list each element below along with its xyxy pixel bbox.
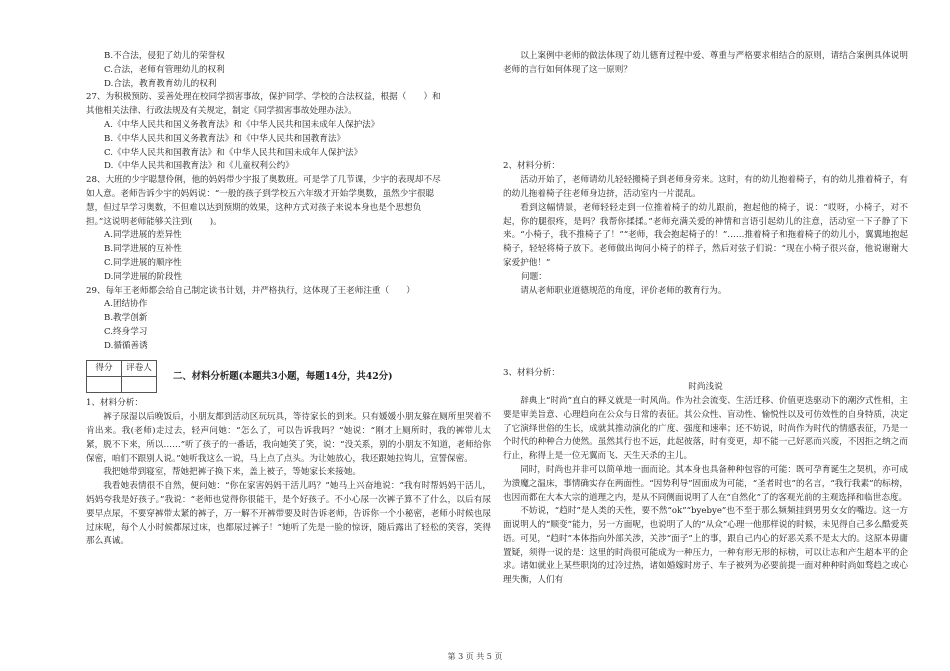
- question-29-option-d: D.循循善诱: [104, 340, 148, 351]
- option-line: B.不合法，侵犯了幼儿的荣誉权: [104, 51, 225, 61]
- grader-label: 评卷人: [122, 360, 157, 377]
- material-1-heading: 1、材料分析：: [86, 398, 144, 409]
- question-27-option-d: D.《中华人民共和国教育法》和《儿童权利公约》: [104, 161, 294, 172]
- material-2-paragraph: 看到这幅情景，老师轻轻走到一位推着椅子的幼儿跟前，抱起他的椅子，说：“哎呀，小椅子，对不起，你的腿很疼，是吗？我帮你揉揉。”老师充满关爱的神情和言语引起幼儿的注意，活动室一下子静了下来。“小椅子，我不推椅子了！”“老师，我会抱起椅子的！”……推着椅子和拖着椅子的幼儿小，翼翼地抱起椅子，轻轻将椅子放下。老师做出询问小椅子的样子，然后对弦子们说：“现在小椅子很兴奋，他说谢谢大家爱护他！”: [503, 202, 908, 268]
- page-number: 第 3 页 共 5 页: [447, 652, 503, 661]
- question-28-option-b: B.同学进展的互补性: [104, 244, 182, 255]
- section-title: 二、材料分析题(本题共3小题，每题14分，共42分): [173, 370, 393, 382]
- question-28-option-a: A.同学进展的差异性: [104, 230, 182, 241]
- right-column: [503, 50, 908, 588]
- question-28-option-d: D.同学进展的阶段性: [104, 271, 183, 282]
- grader-cell: [122, 377, 157, 393]
- section-header: [86, 360, 491, 394]
- question-28-option-c: C.同学进展的顺序性: [104, 257, 182, 268]
- material-1-question: 以上案例中老师的做法体现了幼儿德育过程中爱、尊重与严格要求相结合的原则，请结合案例具体说明老师的言行如何体现了这一原则？: [503, 51, 908, 75]
- question-28-stem: 28、大班的少宇聪慧伶俐，他的妈妈带少宇报了奥数班。可是学了几节课，少宇的表现却不尽: [86, 175, 441, 186]
- question-28-stem: 如人意。老师告诉少宇的妈妈说：“一般的孩子到学校五六年级才开始学奥数，虽然少宇很聪: [86, 188, 435, 199]
- material-3-title: 时尚浅说: [688, 382, 723, 393]
- material-1-paragraph: 我看她表情很不自然，便问她：“你在家害妈妈干活儿吗？”她马上兴奋地说：“我有时帮妈妈干活儿，妈妈夸我是好孩子。”我说：“老师也觉得你很能干，是个好孩子。不小心尿一次裤子算不了什么，以后有尿要早点尿，不要穿裤带太紧的裤子，万一解不开裤带要及时告诉老师，告诉你一个小秘密，老师小时候也尿过床呢，每个人小时候都尿过床，也都尿过裤子！”她听了先是一脸的惊讶，随后露出了轻松的笑容，笑得那么真诚。: [86, 481, 491, 547]
- question-29-option-c: C.终身学习: [104, 326, 148, 337]
- material-2-heading: 2、材料分析：: [503, 161, 561, 172]
- score-label: 得分: [87, 360, 122, 377]
- material-3-paragraph: 同时，时尚也并非可以简单地一面而论。其本身也具备种种包容的可能：既可孕育诞生之契机，亦可成为溃魔之温床，事情确实存在两面性。“因势利导”固面成为可能，“圣者时也”的名言，“我行我素”的标榜，也因而都在大本大宗的道理之内，是从不同侧面说明了人在“自然化”了的客观光前的主观选择和临世态度。: [503, 464, 908, 503]
- material-3-paragraph: 辞典上“时尚”直白的释义就是一时风尚。作为社会流变、生活迁移、价值更迭驱动下的潮汐式性相，主要是审美旨意、心理趋向在公众与日常的表征。其公众性、盲动性、愉悦性以及可仿效性的自身特质，决定了它演绎世俗的生长，成就其推动演化的广度、强度和速率；还不妨说，时尚作为时代的情感表征，乃是一个时代的种种合力使然。虽然其行也不远，此起彼落，时有变更，却不能一己好恶而兴废，不因拒之纳之而行止，称得上是一位无翼而飞、天生天杀的主儿。: [503, 395, 908, 462]
- question-27-stem-cont: 其他相关法律、行政法规及有关规定，制定《同学损害事故处理办法》。: [86, 106, 357, 117]
- material-2-paragraph: 活动开始了，老师请幼儿轻轻搬椅子到老师身旁来。这时，有的幼儿抱着椅子，有的幼儿推着椅子，有的幼儿拖着椅子往老师身边挤，活动室内一片混乱。: [503, 175, 908, 199]
- option-line: C.合法，老师有管理幼儿的权利: [104, 64, 225, 75]
- question-27-option-c: C.《中华人民共和国教育法》和《中华人民共和国未成年人保护法》: [104, 147, 363, 158]
- question-28-stem: 慧，但过早学习奥数，不但难以达到预期的效果，这种方式对孩子来说本身也是个思想负: [86, 202, 422, 213]
- material-1-paragraph: 裤子尿湿以后晚饭后，小朋友都到活动区玩玩具，等待家长的到来。只有媛媛小朋友躲在厕所里哭着不肯出来。我(老师)走过去，轻声问她：“怎么了，可以告诉我吗？”她说：“刚才上厕所时，我的裤带儿太紧，脱不下来，所以……”听了孩子的一番话，我向她笑了笑，说：“没关系，别的小朋友不知道，老师给你保密，咱们不跟别人说。”她听我这么一说，马上点了点头。为让她放心，我还跟她拉钩儿，宣誓保密。: [86, 412, 491, 464]
- question-27-option-a: A.《中华人民共和国义务教育法》和《中华人民共和国未成年人保护法》: [104, 119, 380, 130]
- question-29-option-b: B.教学创新: [104, 313, 148, 324]
- question-27-option-b: B.《中华人民共和国义务教育法》和《中华人民共和国教育法》: [104, 133, 346, 144]
- option-line: D.合法，教育教育幼儿的权利: [104, 78, 217, 89]
- score-table: [86, 360, 157, 394]
- material-1-paragraph: 我把她带到寝室，帮她把裤子换下来，盖上被子，等她家长来接她。: [103, 467, 362, 478]
- material-2-question: 请从老师职业道德规范的角度，评价老师的教育行为。: [520, 285, 727, 296]
- question-29-stem: 29、每年王老师都会给自己制定读书计划，并严格执行，这体现了王老师注重（ ）: [86, 285, 415, 296]
- left-column: [86, 50, 491, 549]
- question-27-stem: 27、为积极预防、妥善处理在校同学损害事故，保护同学、学校的合法权益，根据（ ）和: [86, 92, 441, 103]
- score-cell: [87, 377, 122, 393]
- material-3-heading: 3、材料分析：: [503, 368, 561, 379]
- question-29-option-a: A.团结协作: [104, 299, 148, 310]
- question-28-stem: 担。”这说明老师能够关注到( )。: [86, 216, 222, 227]
- material-2-ask-label: 问题：: [521, 271, 547, 282]
- material-3-paragraph: 不妨说，“趋时”是人类的天性，要不然“ok”“byebye”也不至于那么频频挂到男男女女的嘴边。这一方面说明人的“顺变”能力，另一方面呢，也说明了人的“从众”心理一他那样说的时候，未见得自己多么酷爱英语。可见，“趋时”本体指向外部关涉，关涉“面子”上的事，跟自己内心的好恶关系不是太大的。这原本毋庸置疑，须得一说的是：这里的时尚很可能成为一种压力，一种有形无形的标榜，可以让志和产生超本平的企求。诸如就业上某些职岗的过冷过热，诸如婚嫁时房子、车子被列为必要前提一面对种种时尚如骛趋之或心理失衡，人们有: [503, 506, 908, 586]
